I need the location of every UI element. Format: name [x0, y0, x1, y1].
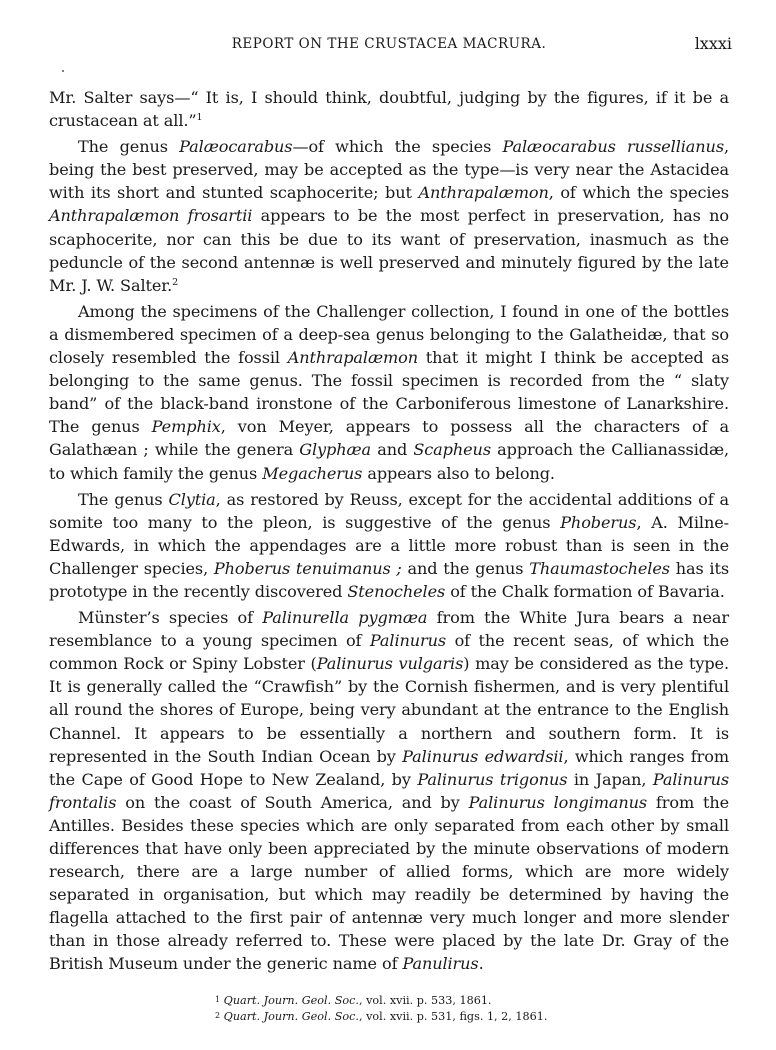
species-name: Palinurus trigonus	[417, 769, 568, 789]
genus-name: Anthrapalæmon	[418, 183, 549, 203]
footnote-mark: 1	[215, 995, 221, 1004]
text-run: , of which the species	[548, 183, 730, 203]
genus-name: Megacherus	[262, 463, 363, 483]
text-run: Among the specimens of the Challenger collection, I found in one of the bottles a dismembered specimen of a deep-sea genus belonging to the Galatheidæ, that so closely resembled the fossil	[49, 301, 729, 368]
genus-name: Thaumastocheles	[529, 558, 670, 578]
species-name: Palæocarabus russellianus	[502, 137, 724, 157]
genus-name: Clytia	[168, 489, 216, 509]
text-run: and the genus	[401, 558, 530, 578]
text-run: approach the Callianassidæ, to which family the genus	[49, 440, 729, 483]
text-run: —of which the species	[292, 137, 503, 157]
footnotes	[215, 993, 675, 1025]
running-head	[46, 36, 732, 58]
species-name: Palinurus edwardsii	[402, 746, 564, 766]
text-run: and	[371, 440, 414, 460]
footnote-mark: 2	[215, 1011, 221, 1020]
citation-details: , vol. xvii. p. 531, figs. 1, 2, 1861.	[358, 1010, 548, 1023]
text-run: , being the best preserved, may be accepted as the type—is very near the Astacidea with its short and stunted scaphocerite; but	[49, 137, 730, 203]
footnote-ref-1: 1	[196, 112, 203, 124]
printer-mark	[62, 70, 64, 72]
text-run: ) may be considered as the type. It is generally called the “Crawfish” by the Cornish fishermen, and is very plentiful all round the shores of Europe, being very abundant at the entrance to the English Channel. It appears to be essentially a northern and southern form. It is represented in the South Indian Ocean by	[49, 654, 729, 766]
text-run: .	[478, 954, 484, 974]
genus-name: Palinurus	[369, 631, 447, 651]
genus-name: Glyphæa	[299, 440, 372, 460]
text-run: Mr. Salter says—“ It is, I should think, doubtful, judging by the figures, if it be a crustacean at all.”	[49, 88, 729, 131]
page-number: lxxxi	[694, 34, 732, 53]
text-run: , von Meyer, appears to possess all the characters of a Galathæan ; while the genera	[49, 417, 730, 460]
genus-name: Palæocarabus	[179, 137, 293, 157]
species-name: Palinurus longimanus	[468, 792, 648, 812]
paragraph-3	[49, 300, 729, 485]
body-text	[49, 86, 729, 979]
species-name: Palinurus vulgaris	[316, 654, 464, 674]
species-name: Palinurella pygmæa	[262, 608, 428, 628]
species-name: Phoberus tenuimanus ;	[213, 558, 402, 578]
text-run: from the White Jura bears a near resemblance to a young specimen of	[49, 608, 730, 651]
text-run: has its prototype in the recently discovered	[49, 558, 729, 601]
text-run: Münster’s species of	[78, 608, 263, 628]
text-run: , which ranges from the Cape of Good Hope to New Zealand, by	[49, 746, 729, 789]
paragraph-5	[49, 606, 729, 976]
journal-title: Quart. Journ. Geol. Soc.	[223, 1010, 359, 1023]
text-run: appears to be the most perfect in preservation, has no scaphocerite, nor can this be due to its want of preservation, inasmuch as the peduncle of the second antennæ is well preserved and minutely figured by the late Mr. J. W. Salter.	[49, 206, 729, 295]
genus-name: Panulirus	[402, 954, 479, 974]
genus-name: Pemphix	[151, 417, 221, 437]
paragraph-4	[49, 488, 729, 603]
paragraph-2	[49, 135, 729, 297]
text-run: from the Antilles. Besides these species which are only separated from each other by small differences that have only been appreciated by the minute observations of modern research, there are a large number of allied forms, which are more widely separated in organisation, but which may readily be determined by having the flagella attached to the first pair of antennæ very much longer and more slender than in those already referred to. These were placed by the late Dr. Gray of the British Museum under the generic name of	[49, 792, 730, 974]
text-run: , as restored by Reuss, except for the accidental additions of a somite too many to the pleon, is suggestive of the genus	[49, 489, 730, 532]
text-run: appears also to belong.	[362, 463, 555, 483]
paragraph-1	[49, 86, 729, 132]
text-run: that it might I think be accepted as belonging to the same genus. The fossil specimen is recorded from the “ slaty band” of the black-band ironstone of the Carboniferous limestone of Lanarkshire. The genus	[49, 348, 730, 437]
species-name: Anthrapalæmon frosartii	[49, 206, 253, 226]
text-run: of the Chalk formation of Bavaria.	[445, 581, 725, 601]
text-run: The genus	[78, 489, 169, 509]
genus-name: Scapheus	[413, 440, 491, 460]
footnote-1	[215, 993, 675, 1009]
species-name: Palinurus frontalis	[49, 769, 730, 812]
genus-name: Anthrapalæmon	[287, 348, 419, 368]
footnote-2	[215, 1009, 675, 1025]
text-run: , A. Milne-Edwards, in which the appendages are a little more robust than is seen in the Challenger species,	[49, 512, 729, 578]
running-title: REPORT ON THE CRUSTACEA MACRURA.	[231, 36, 547, 52]
genus-name: Stenocheles	[347, 581, 446, 601]
text-run: The genus	[78, 137, 180, 157]
text-run: on the coast of South America, and by	[116, 792, 469, 812]
text-run: in Japan,	[567, 769, 653, 789]
text-run: of the recent seas, of which the common Rock or Spiny Lobster (	[49, 631, 729, 674]
citation-details: , vol. xvii. p. 533, 1861.	[358, 994, 492, 1007]
journal-title: Quart. Journ. Geol. Soc.	[223, 994, 359, 1007]
footnote-ref-2: 2	[172, 276, 179, 288]
genus-name: Phoberus	[560, 512, 637, 532]
